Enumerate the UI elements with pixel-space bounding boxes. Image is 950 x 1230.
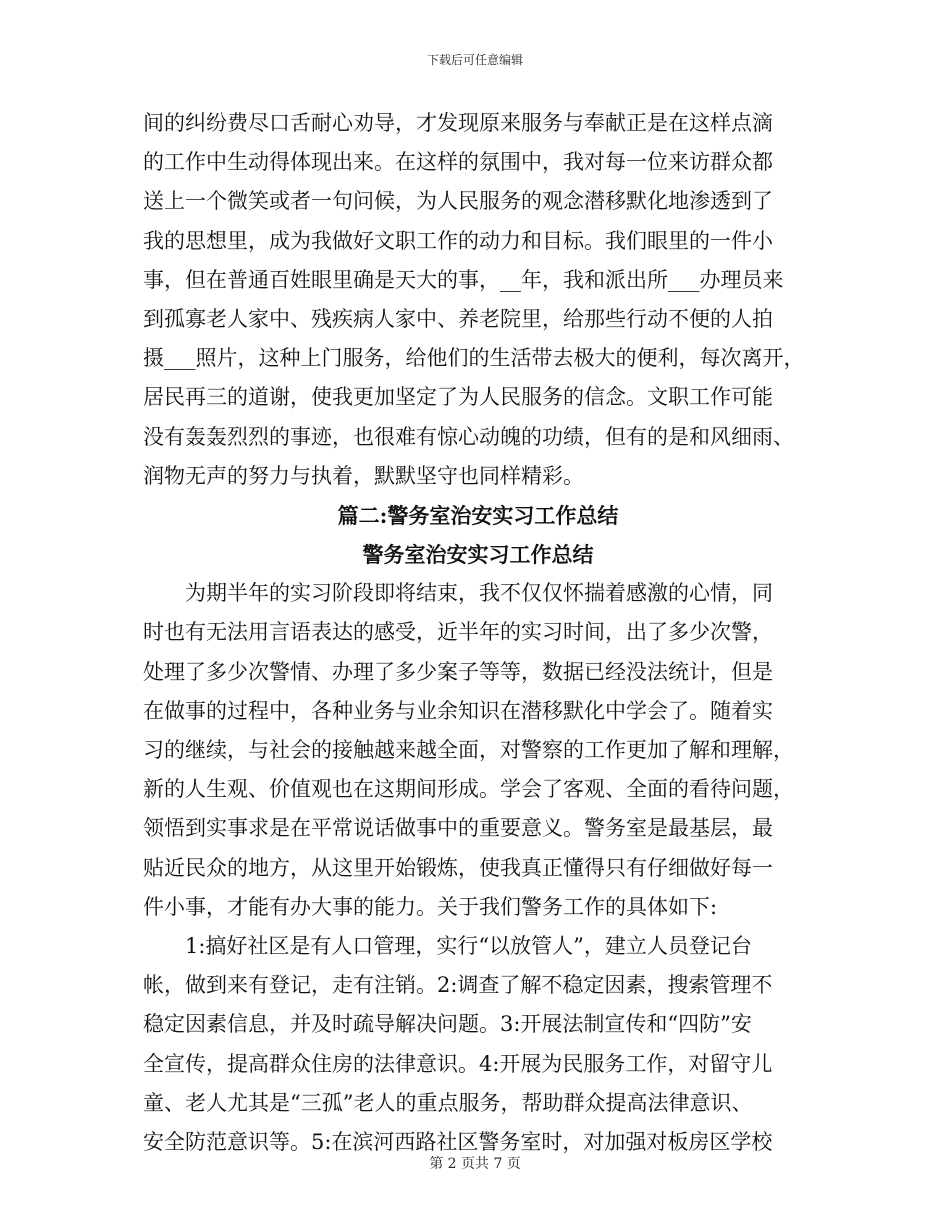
body-line: 新的人生观、价值观也在这期间形成。学会了客观、全面的看待问题， [143, 777, 794, 802]
body-line: 我的思想里，成为我做好文职工作的动力和目标。我们眼里的一件小 [143, 228, 773, 253]
body-line: 到孤寡老人家中、残疾病人家中、养老院里，给那些行动不便的人拍 [143, 306, 773, 331]
body-line: 的工作中生动得体现出来。在这样的氛围中，我对每一位来访群众都 [143, 150, 773, 175]
body-line: 间的纠纷费尽口舌耐心劝导，才发现原来服务与奉献正是在这样点滴 [143, 111, 773, 135]
body-line: 安全防范意识等。5:在滨河西路社区警务室时，对加强对板房区学校 [143, 1129, 773, 1154]
body-line: 稳定因素信息，并及时疏导解决问题。3:开展法制宣传和“四防”安 [143, 1012, 752, 1037]
paragraph-start-line: 为期半年的实习阶段即将结束，我不仅仅怀揣着感激的心情，同 [185, 581, 773, 606]
body-line: 习的继续，与社会的接触越来越全面，对警察的工作更加了解和理解， [143, 738, 794, 762]
body-line: 送上一个微笑或者一句问候，为人民服务的观念潜移默化地渗透到了 [143, 189, 773, 214]
page-number: 第 2 页共 7 页 [429, 1156, 521, 1172]
section-heading: 篇二:警务室治安实习工作总结 [337, 502, 619, 528]
section-title: 警务室治安实习工作总结 [362, 542, 594, 568]
body-line: 件小事，才能有办大事的能力。关于我们警务工作的具体如下: [143, 894, 718, 919]
body-line: 全宣传，提高群众住房的法律意识。4:开展为民服务工作，对留守儿 [143, 1051, 773, 1076]
body-line: 帐，做到来有登记，走有注销。2:调查了解不稳定因素，搜索管理不 [143, 973, 773, 998]
body-line: 没有轰轰烈烈的事迹，也很难有惊心动魄的功绩，但有的是和风细雨、 [143, 424, 794, 449]
body-line: 在做事的过程中，各种业务与业余知识在潜移默化中学会了。随着实 [143, 698, 773, 723]
body-line: 事，但在普通百姓眼里确是天大的事，__年，我和派出所___办理员来 [143, 267, 784, 292]
body-line: 领悟到实事求是在平常说话做事中的重要意义。警务室是最基层，最 [143, 816, 773, 841]
body-line: 时也有无法用言语表达的感受，近半年的实习时间，出了多少次警， [143, 620, 773, 645]
body-line: 处理了多少次警情、办理了多少案子等等，数据已经没法统计，但是 [143, 659, 773, 684]
body-line: 童、老人尤其是“三孤”老人的重点服务，帮助群众提高法律意识、 [143, 1090, 753, 1115]
body-line: 摄___照片，这种上门服务，给他们的生活带去极大的便利，每次离开， [143, 346, 805, 371]
paragraph-start-line: 1:搞好社区是有人口管理，实行“以放管人”，建立人员登记台 [185, 933, 752, 958]
body-line: 润物无声的努力与执着，默默坚守也同样精彩。 [143, 463, 584, 488]
body-line: 居民再三的道谢，使我更加坚定了为人民服务的信念。文职工作可能 [143, 385, 773, 410]
page-header: 下载后可任意编辑 [426, 53, 523, 67]
body-line: 贴近民众的地方，从这里开始锻炼，使我真正懂得只有仔细做好每一 [143, 855, 773, 880]
document-body [143, 104, 813, 1162]
